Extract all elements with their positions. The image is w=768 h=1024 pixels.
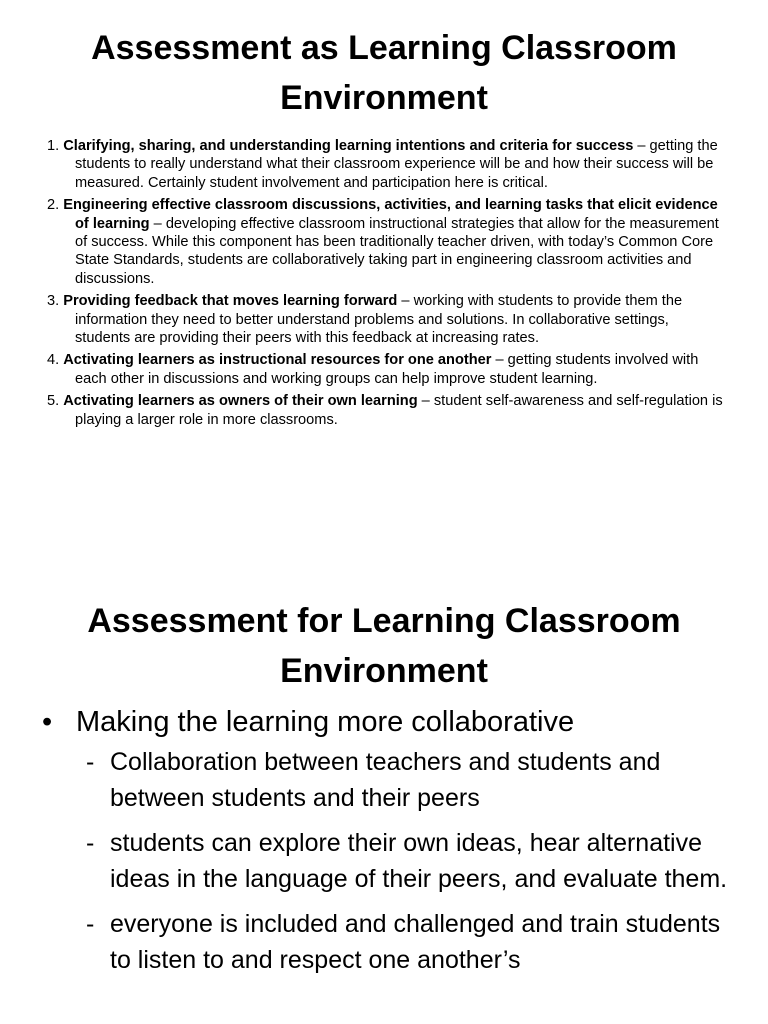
item-lead: Activating learners as owners of their own learning (63, 393, 418, 410)
bullet-text: Making the learning more collaborative (76, 706, 575, 738)
item-body: – getting students involved with each other in discussions and working groups can help improve student learning. (75, 352, 699, 387)
item-number: 5. (47, 393, 60, 410)
dash-icon: - (86, 910, 95, 938)
bullet-list (0, 704, 768, 978)
item-body: – developing effective classroom instructional strategies that allow for the measurement of success. While this component has been traditionally teacher driven, with today’s Common Core State Standards, students are collaboratively taking part in engineering classroom activities and discussions. (75, 215, 719, 287)
item-number: 1. (47, 138, 60, 154)
list-item (47, 392, 724, 429)
slide-title-line-1: Assessment for Learning Classroom (87, 602, 681, 640)
sub-item-text: Collaboration between teachers and students and between students and their peers (110, 748, 661, 812)
item-body: – student self-awareness and self-regulation is playing a larger role in more classrooms. (75, 393, 723, 428)
slide-title (0, 0, 768, 123)
item-lead: Providing feedback that moves learning forward (63, 293, 398, 310)
bullet-icon: • (42, 706, 53, 738)
item-lead: Clarifying, sharing, and understanding learning intentions and criteria for success (63, 138, 634, 154)
list-item (47, 292, 724, 347)
item-body: – getting the students to really understand what their classroom experience will be and how their success will be measured. Certainly student involvement and participation here is critical. (75, 138, 718, 191)
list-item (47, 196, 724, 288)
sub-item (86, 744, 738, 816)
item-lead: Engineering effective classroom discussions, activities, and learning tasks that elicit evidence of learning (63, 197, 718, 232)
sub-item-text: students can explore their own ideas, hear alternative ideas in the language of their peers, and evaluate them. (110, 829, 728, 893)
item-number: 2. (47, 197, 60, 214)
item-body: – working with students to provide them the information they need to better understand problems and solutions. In collaborative settings, students are providing their peers with this feedback at increasing rates. (75, 293, 683, 347)
bullet-item (42, 704, 738, 978)
slide-title-line-2: Environment (280, 79, 488, 117)
sub-item (86, 825, 738, 897)
list-item (47, 137, 724, 192)
numbered-list (0, 137, 768, 429)
item-number: 3. (47, 293, 60, 310)
sub-item (86, 906, 738, 978)
slide-title-line-2: Environment (280, 652, 488, 690)
item-number: 4. (47, 352, 60, 369)
item-lead: Activating learners as instructional resources for one another (63, 352, 492, 369)
sub-list (76, 744, 738, 978)
sub-item-text: everyone is included and challenged and train students to listen to and respect one another’s (110, 910, 721, 974)
slide-assessment-for-learning (0, 590, 768, 1024)
dash-icon: - (86, 748, 95, 776)
dash-icon: - (86, 829, 95, 857)
slide-title-line-1: Assessment as Learning Classroom (91, 29, 677, 67)
slide-title (0, 590, 768, 696)
list-item (47, 351, 724, 388)
